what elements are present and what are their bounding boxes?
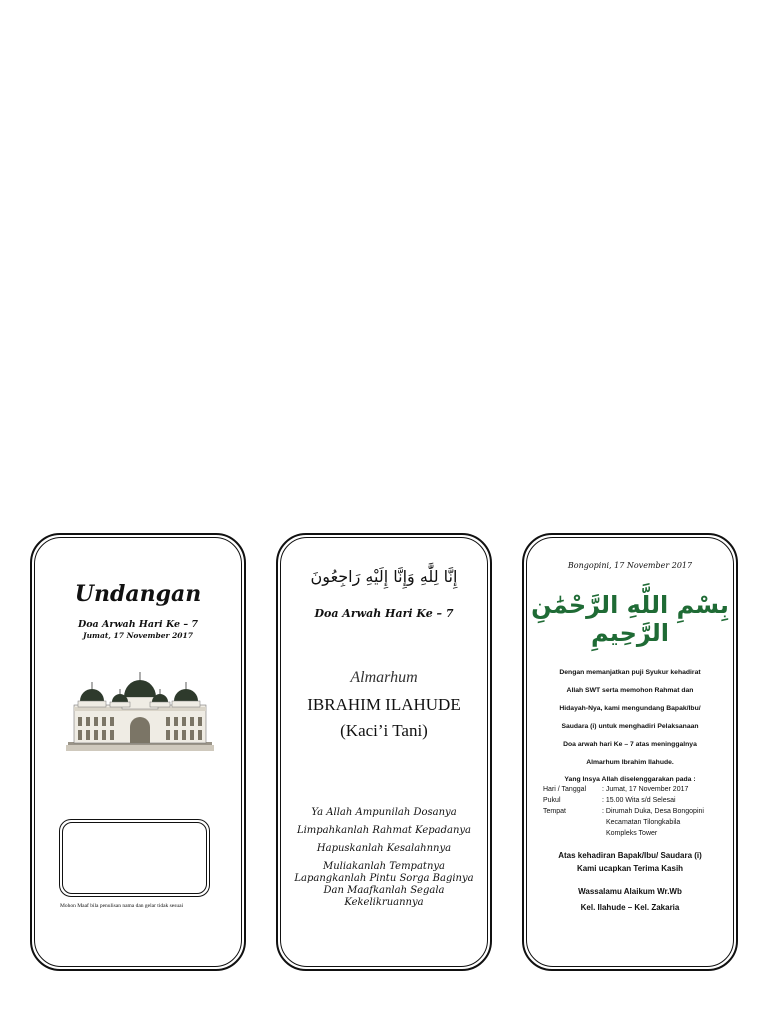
bismillah-calligraphy: بِسْمِ اللَّهِ الرَّحْمَٰنِ الرَّحِيمِ [531,591,729,647]
day-label: Hari / Tanggal [543,786,587,793]
salam-line: Wassalamu Alaikum Wr.Wb [578,887,682,896]
intro-line: Yang Insya Allah diselenggarakan pada : [564,776,696,783]
invitation-title: Undangan [74,581,202,607]
intro-line: Allah SWT serta memohon Rahmat dan [566,687,694,694]
place-value: Kecamatan Tilongkabila [606,819,681,826]
intro-line: Almarhum Ibrahim Ilahude. [586,759,674,766]
intro-line: Doa arwah hari Ke – 7 atas meninggalnya [563,741,697,748]
prayer-line: Dan Maafkanlah Segala [323,885,445,896]
cover-panel [30,533,246,971]
invitation-text-panel [522,533,738,971]
almarhum-label: Almarhum [350,669,418,686]
apology-note: Mohon Maaf bila penulisan nama dan gelar tidak sesuai [60,903,184,909]
closing-line: Kami ucapkan Terima Kasih [576,864,684,873]
deceased-nickname: (Kaci’i Tani) [340,721,428,740]
intro-line: Dengan memanjatkan puji Syukur kehadirat [559,669,701,676]
place-value: Kompleks Tower [606,830,658,837]
time-label: Pukul [543,797,561,804]
prayer-line: Muliakanlah Tempatnya [322,861,445,872]
time-value: : 15.00 Wita s/d Selesai [602,797,676,804]
prayer-line: Lapangkanlah Pintu Sorga Baginya [294,873,474,884]
closing-line: Atas kehadiran Bapak/Ibu/ Saudara (i) [558,851,702,860]
invitation-date: Jumat, 17 November 2017 [83,631,193,640]
intro-line: Saudara (i) untuk menghadiri Pelaksanaan [561,723,699,730]
memorial-heading: Doa Arwah Hari Ke – 7 [314,607,454,620]
place-value: : Dirumah Duka, Desa Bongopini [602,808,704,815]
deceased-name: IBRAHIM ILAHUDE [307,695,461,714]
place-label: Tempat [543,808,566,815]
prayer-line: Hapuskanlah Kesalahnnya [316,843,452,854]
day-value: : Jumat, 17 November 2017 [602,786,689,793]
mosque-illustration [66,665,214,751]
invitation-subtitle: Doa Arwah Hari Ke – 7 [77,619,199,630]
recipient-name-box [59,819,210,897]
prayer-line: Kekelikruannya [344,897,424,908]
istirja-calligraphy: إِنَّا لِلَّٰهِ وَإِنَّا إِلَيْهِ رَاجِعُونَ [310,567,458,586]
place-date: Bongopini, 17 November 2017 [567,561,693,570]
memorial-panel [276,533,492,971]
family-signature: Kel. Ilahude – Kel. Zakaria [580,903,680,912]
intro-line: Hidayah-Nya, kami mengundang Bapak/Ibu/ [559,705,701,712]
prayer-line: Ya Allah Ampunilah Dosanya [311,807,457,818]
prayer-line: Limpahkanlah Rahmat Kepadanya [296,825,472,836]
